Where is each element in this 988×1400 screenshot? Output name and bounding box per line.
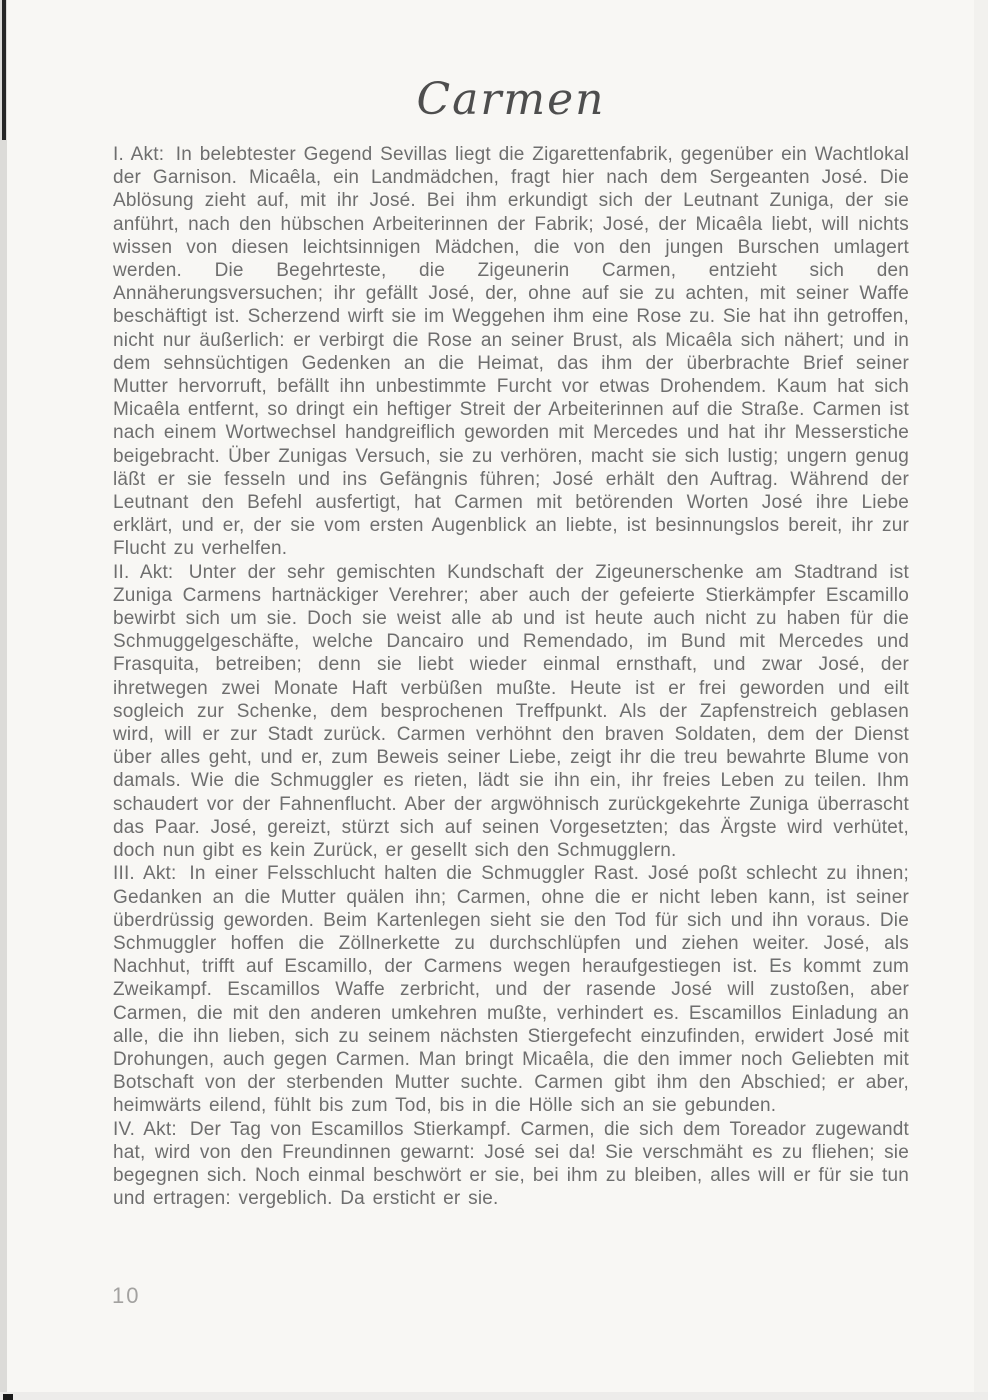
scan-edge-line bbox=[2, 0, 6, 140]
act-text: In einer Felsschlucht halten die Schmuggler Rast. José poßt schlecht zu ihnen; Gedanken an die Mutter quälen ihn; Carmen, ohne die er nicht leben kann, ist seiner überdrüssig geworden. Beim Kartenlegen sieht sie den Tod für sich und ihn voraus. Die Schmuggler hoffen die Zöllnerkette zu durchschlüpfen und ziehen weiter. José, als Nachhut, trifft auf Escamillo, der Carmens wegen heraufgestiegen ist. Es kommt zum Zweikampf. Escamillos Waffe zerbricht, und der rasende José will zustoßen, aber Carmen, die mit den anderen umkehren mußte, verhindert es. Escamillos Einladung an alle, die ihn lieben, sich zu seinem nächsten Stiergefecht einzufinden, erwidert José mit Drohungen, auch gegen Carmen. Man bringt Micaêla, die den immer noch Geliebten mit Botschaft von der sterbenden Mutter suchte. Carmen gibt ihm den Abschied; er aber, heimwärts eilend, fühlt bis zum Tod, bis in die Hölle sich an sie gebunden. bbox=[113, 863, 910, 1117]
act-label: I. Akt: bbox=[113, 144, 165, 165]
act-label: II. Akt: bbox=[113, 561, 174, 583]
act-label: IV. Akt: bbox=[113, 1118, 177, 1140]
act-paragraph bbox=[113, 1118, 909, 1211]
act-label: III. Akt: bbox=[113, 863, 177, 885]
scan-bottom-shading bbox=[0, 1392, 988, 1400]
page-title: Carmen bbox=[416, 74, 606, 125]
act-text: Unter der sehr gemischten Kundschaft der Zigeunerschenke am Stadtrand ist Zuniga Carmens hartnäckiger Verehrer; aber auch der gefeierte Stierkämpfer Escamillo bewirbt sich um sie. Doch sie weist alle ab und ist heute auch nicht zu haben für die Schmuggelgeschäfte, welche Dancairo und Remendado, im Bund mit Mercedes und Frasquita, betreiben; denn sie liebt wieder einmal ernsthaft, und zwar José, der ihretwegen zwei Monate Haft verbüßen mußte. Heute ist er frei geworden und eilt sogleich zur Schenke, dem besprochenen Treffpunkt. Als der Zapfenstreich geblasen wird, will er zur Stadt zurück. Carmen verhöhnt den braven Soldaten, dem der Dienst über alles geht, und er, zum Beweis seiner Liebe, zeigt ihr die treu bewahrte Blume von damals. Wie die Schmuggler es rieten, lädt sie ihn ein, ihr freies Leben zu teilen. Ihm schaudert vor der Fahnenflucht. Aber der argwöhnisch zurückgekehrte Zuniga überrascht das Paar. José, gereizt, stürzt sich auf seinen Vorgesetzten; das Ärgste wird verhütet, doch nun gibt es kein Zurück, er gesellt sich den Schmugglern. bbox=[113, 561, 909, 862]
scan-edge-strip bbox=[0, 0, 7, 1400]
act-paragraph bbox=[113, 561, 909, 863]
act-paragraph bbox=[113, 862, 909, 1117]
act-paragraph bbox=[113, 143, 909, 561]
page-number: 10 bbox=[112, 1283, 141, 1308]
scan-edge-shading bbox=[974, 0, 988, 1400]
act-text: In belebtester Gegend Sevillas liegt die Zigarettenfabrik, gegenüber ein Wachtlokal der Garnison. Micaêla, ein Landmädchen, fragt hier nach dem Sergeanten José. Die Ablösung zieht auf, mit ihr José. Bei ihm erkundigt sich der Leutnant Zuniga, der sie anführt, nach den hübschen Arbeiterinnen der Fabrik; José, der Micaêla liebt, will nichts wissen von diesen leichtsinnigen Mädchen, die von den jungen Burschen umlagert werden. Die Begehrteste, die Zigeunerin Carmen, entzieht sich den Annäherungsversuchen; ihr gefällt José, der, ohne auf sie zu achten, mit seiner Waffe beschäftigt ist. Scherzend wirft sie im Weggehen ihm eine Rose zu. Sie hat ihn getroffen, nicht nur äußerlich: er verbirgt die Rose an seiner Brust, als Micaêla sich nähert; und in dem sehnsüchtigen Gedenken an die Heimat, das ihm der überbrachte Brief seiner Mutter hervorruft, befällt ihn unbestimmte Furcht vor etwas Drohendem. Kaum hat sich Micaêla entfernt, so dringt ein heftiger Streit der Arbeiterinnen auf die Straße. Carmen ist nach einem Wortwechsel handgreiflich geworden mit Mercedes und hat ihr Messerstiche beigebracht. Über Zunigas Versuch, sie zu verhören, macht sie sich lustig; ungern genug läßt er sie fesseln und ins Gefängnis führen; José erhält den Auftrag. Während der Leutnant den Befehl ausfertigt, hat Carmen mit betörenden Worten José ihre Liebe erklärt, und er, der sie vom ersten Augenblick an liebte, ist besinnungslos bereit, ihr zur Flucht zu verhelfen. bbox=[113, 144, 909, 560]
act-text: Der Tag von Escamillos Stierkampf. Carmen, die sich dem Toreador zugewandt hat, wird von den Freundinnen gewarnt: José sei da! Sie verschmäht es zu fliehen; sie begegnen sich. Noch einmal beschwört er sie, bei ihm zu bleiben, alles will er für sie tun und ertragen: vergeblich. Da ersticht er sie. bbox=[113, 1118, 909, 1210]
synopsis bbox=[113, 143, 909, 1210]
scan-corner-mark bbox=[3, 1394, 13, 1400]
